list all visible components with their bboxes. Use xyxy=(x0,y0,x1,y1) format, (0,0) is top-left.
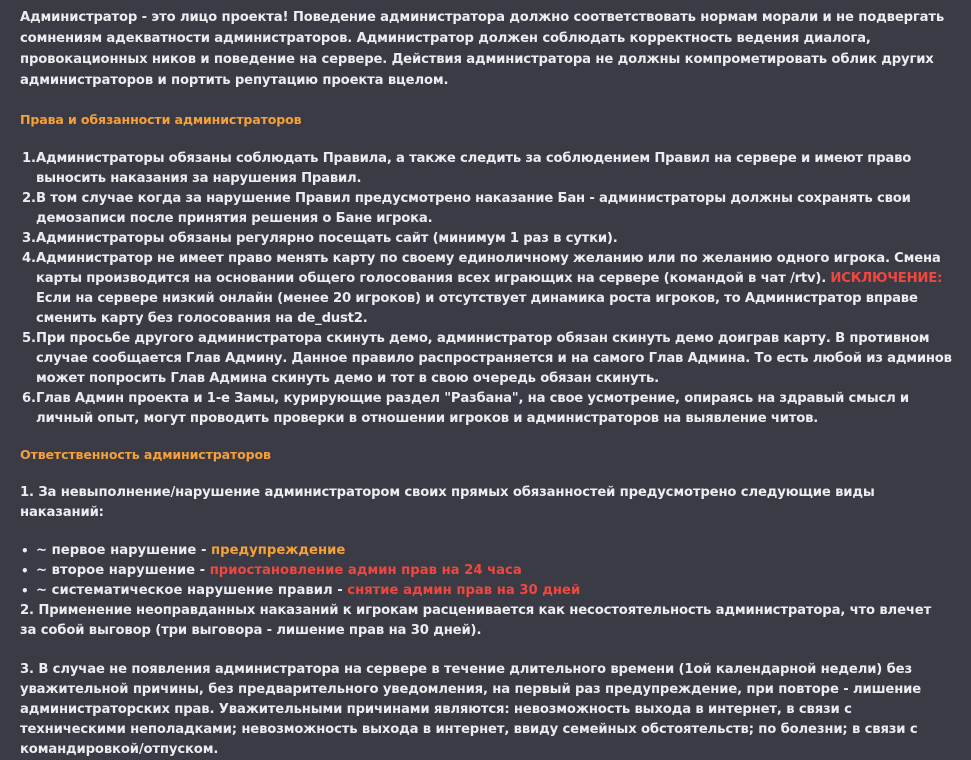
paragraph-unjustified-penalties: 2. Применение неоправданных наказаний к игрокам расценивается как несостоятельность администратора, что влечет за собой выговор (три выговора - лишение прав на 30 дней). xyxy=(20,603,932,638)
penalty-label: ~ второе нарушение - xyxy=(36,563,210,578)
rule-item xyxy=(20,229,956,249)
rule-number: 6. xyxy=(22,391,36,406)
rights-heading: Права и обязанности администраторов xyxy=(20,112,302,127)
rule-number: 3. xyxy=(22,231,36,246)
responsibility-heading: Ответственность администраторов xyxy=(20,447,271,462)
penalty-label: ~ первое нарушение - xyxy=(36,543,212,558)
exception-highlight: ИСКЛЮЧЕНИЕ: xyxy=(830,271,943,286)
rule-text: Глав Админ проекта и 1-е Замы, курирующие раздел "Разбана", на свое усмотрение, опираясь на здравый смысл и личный опыт, могут проводить проверки в отношении игроков и администраторов на выявление читов. xyxy=(36,391,909,426)
penalty-item xyxy=(20,541,951,561)
responsibility-intro: 1. За невыполнение/нарушение администратором своих прямых обязанностей предусмотрено следующие виды наказаний: xyxy=(20,485,875,520)
penalty-value: снятие админ прав на 30 дней xyxy=(347,583,581,598)
rule-text-after: Если на сервере низкий онлайн (менее 20 игроков) и отсутствует динамика роста игроков, то Администратор вправе сменить карту без голосования на de_dust2. xyxy=(36,291,918,326)
rule-text: Администраторы обязаны соблюдать Правила, а также следить за соблюдением Правил на сервере и имеют право выносить наказания за нарушения Правил. xyxy=(36,151,912,186)
rule-text: Администраторы обязаны регулярно посещать сайт (минимум 1 раз в сутки). xyxy=(36,231,618,246)
penalty-value: предупреждение xyxy=(211,543,346,558)
rule-item xyxy=(20,189,956,229)
penalty-list xyxy=(20,541,951,601)
rule-number: 5. xyxy=(22,331,36,346)
penalty-value: приостановление админ прав на 24 часа xyxy=(209,563,522,578)
intro-paragraph: Администратор - это лицо проекта! Поведение администратора должно соответствовать нормам морали и не подвергать сомнениям адекватности администраторов. Администратор должен соблюдать корректность ведения диалога, провокационных ников и поведение на сервере. Действия администратора не должны компрометировать облик других администраторов и портить репутацию проекта вцелом. xyxy=(20,10,945,88)
rule-text-before: Администратор не имеет право менять карту по своему единоличному желанию или по желанию одного игрока. Смена карты производится на основании общего голосования всех играющих на сервере (командой в чат /rtv). xyxy=(36,251,941,286)
rule-number: 2. xyxy=(22,191,36,206)
rule-text: В том случае когда за нарушение Правил предусмотрено наказание Бан - администраторы должны сохранять свои демозаписи после принятия решения о Бане игрока. xyxy=(36,191,911,226)
rule-text: При просьбе другого администратора скинуть демо, администратор обязан скинуть демо доиграв карту. В противном случае сообщается Глав Админу. Данное правило распространяется и на самого Глав Админа. То есть любой из админов может попросить Глав Админа скинуть демо и тот в свою очередь обязан скинуть. xyxy=(36,331,952,386)
rule-item xyxy=(20,149,956,189)
bullet-icon: • xyxy=(21,564,29,578)
rule-number: 1. xyxy=(22,151,36,166)
rule-item xyxy=(20,389,956,429)
rule-item xyxy=(20,329,956,389)
penalty-item xyxy=(20,561,951,581)
rule-text xyxy=(36,249,956,329)
paragraph-absence: 3. В случае не появления администратора на сервере в течение длительного времени (1ой календарной недели) без уважительной причины, без предварительного уведомления, на первый раз предупреждение, при повторе - лишение администраторских прав. Уважительными причинами являются: невозможность выхода в интернет, в связи с техническими неполадками; невозможность выхода в интернет, ввиду семейных обстоятельств; по болезни; в связи с командировкой/отпуском. xyxy=(20,662,922,757)
rule-number: 4. xyxy=(22,251,36,266)
penalty-label: ~ систематическое нарушение правил - xyxy=(36,583,348,598)
rule-item xyxy=(20,249,956,329)
bullet-icon: • xyxy=(21,544,29,558)
penalty-item xyxy=(20,581,951,601)
bullet-icon: • xyxy=(21,584,29,598)
rules-list xyxy=(20,149,951,429)
